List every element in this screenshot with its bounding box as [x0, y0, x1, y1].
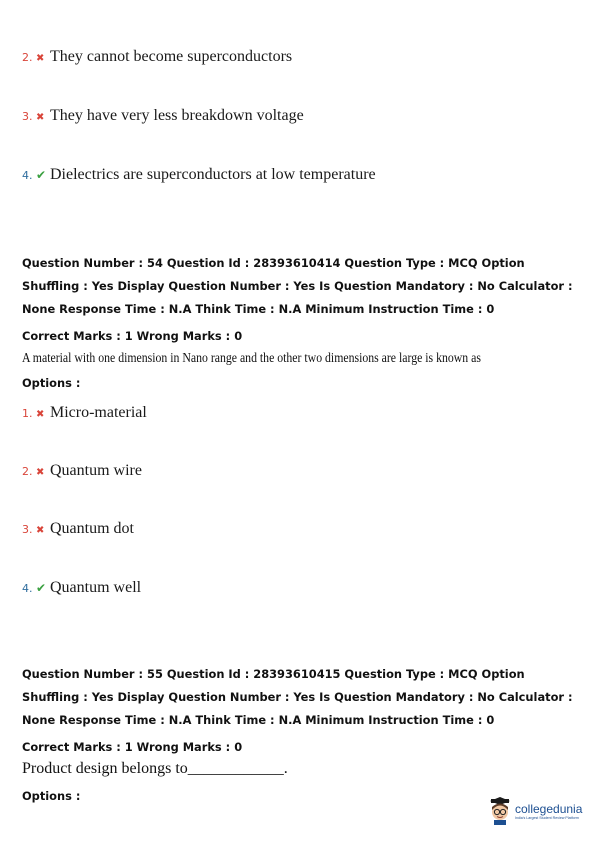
option-number: 2.: [22, 465, 33, 478]
cross-icon: ✖: [36, 525, 45, 536]
collegedunia-logo: [488, 797, 582, 825]
option-text: They have very less breakdown voltage: [50, 107, 304, 124]
option-text: Quantum dot: [50, 520, 134, 537]
question-text: A material with one dimension in Nano range and the other two dimensions are large is known as: [22, 350, 481, 365]
option-number: 3.: [22, 523, 33, 536]
option-number: 4.: [22, 169, 33, 182]
option-text: They cannot become superconductors: [50, 48, 293, 65]
option-number: 3.: [22, 110, 33, 123]
option-3-wrong: [22, 520, 134, 538]
question-text: Product design belongs to____________.: [22, 760, 288, 777]
cross-icon: ✖: [36, 53, 45, 64]
option-text: Quantum wire: [50, 462, 142, 479]
option-text: Quantum well: [50, 579, 142, 596]
option-2-wrong: [22, 462, 142, 480]
option-2-wrong: [22, 48, 292, 66]
options-label: Options :: [22, 376, 81, 390]
logo-name: collegedunia: [515, 802, 583, 816]
cross-icon: ✖: [36, 112, 45, 123]
option-3-wrong: [22, 107, 304, 125]
option-text: Dielectrics are superconductors at low temperature: [50, 166, 376, 183]
question-marks: Correct Marks : 1 Wrong Marks : 0: [22, 740, 243, 754]
option-4-correct: [22, 579, 141, 597]
cross-icon: ✖: [36, 409, 45, 420]
question-marks: Correct Marks : 1 Wrong Marks : 0: [22, 329, 243, 343]
question-meta: Question Number : 55 Question Id : 28393610415 Question Type : MCQ Option Shuffling : Yes Display Question Number : Yes Is Question Mandatory : No Calculator : None Response Time : N.A Think Time : N.A Minimum Instruction Time : 0: [22, 667, 573, 727]
logo-tagline: India's Largest Student Review Platform: [515, 816, 579, 820]
options-label: Options :: [22, 789, 81, 803]
cross-icon: ✖: [36, 467, 45, 478]
option-number: 2.: [22, 51, 33, 64]
option-number: 4.: [22, 582, 33, 595]
option-number: 1.: [22, 407, 33, 420]
question-meta: Question Number : 54 Question Id : 28393610414 Question Type : MCQ Option Shuffling : Yes Display Question Number : Yes Is Question Mandatory : No Calculator : None Response Time : N.A Think Time : N.A Minimum Instruction Time : 0: [22, 256, 573, 316]
check-icon: ✔: [36, 168, 47, 182]
mascot-icon: [488, 797, 512, 825]
check-icon: ✔: [36, 581, 47, 595]
option-1-wrong: [22, 404, 147, 422]
option-4-correct: [22, 166, 376, 184]
option-text: Micro-material: [50, 404, 147, 421]
